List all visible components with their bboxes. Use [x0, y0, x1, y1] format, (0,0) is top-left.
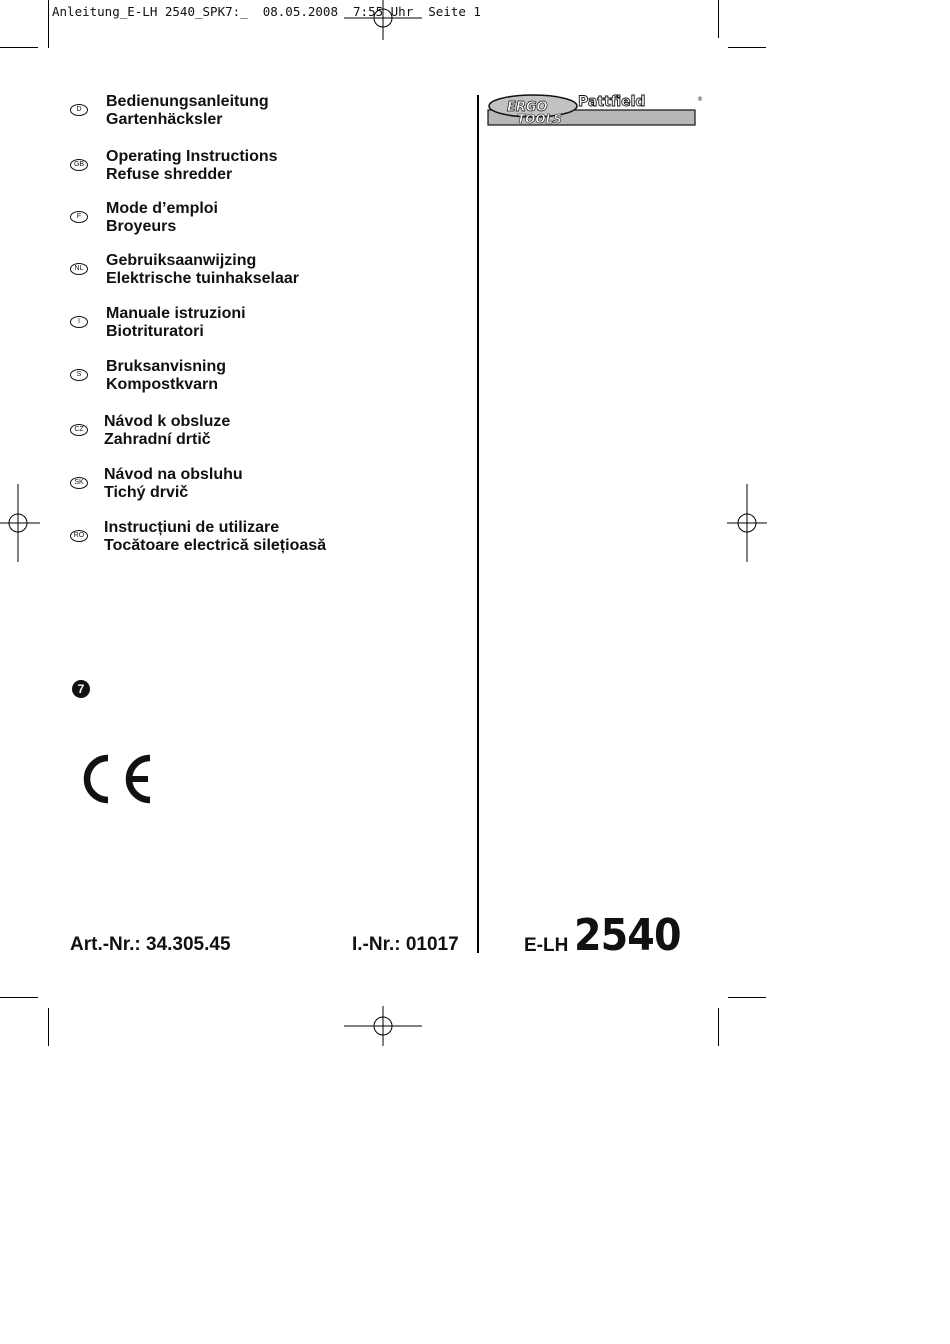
- crop-mark: [0, 997, 38, 998]
- crop-mark: [48, 1008, 49, 1046]
- language-title: Návod k obsluze: [104, 413, 231, 430]
- language-subtitle: Gartenhäcksler: [106, 111, 223, 128]
- language-title: Operating Instructions: [106, 148, 278, 165]
- brand-logo: [487, 93, 703, 127]
- svg-text:Pattfield: Pattfield: [578, 94, 646, 110]
- language-subtitle: Broyeurs: [106, 218, 177, 235]
- language-code-badge: D: [70, 104, 88, 116]
- language-title: Návod na obsluhu: [104, 466, 243, 483]
- language-item-nl: [70, 252, 450, 300]
- language-item-gb: [70, 148, 450, 196]
- language-title: Gebruiksaanwijzing: [106, 252, 257, 269]
- language-item-s: [70, 358, 450, 406]
- language-code-badge: CZ: [70, 424, 88, 436]
- crop-mark: [0, 47, 38, 48]
- ce-mark-icon: [78, 752, 154, 806]
- language-code-badge: F: [70, 211, 88, 223]
- model-number: 2540: [574, 910, 681, 961]
- svg-text:TOOLS: TOOLS: [517, 112, 562, 126]
- language-subtitle: Kompostkvarn: [106, 376, 219, 393]
- language-subtitle: Elektrische tuinhakselaar: [106, 270, 299, 287]
- language-title: Bruksanvisning: [106, 358, 227, 375]
- registration-mark-icon: [727, 484, 767, 562]
- language-item-i: [70, 305, 450, 353]
- crop-mark: [728, 47, 766, 48]
- language-item-cz: [70, 413, 450, 461]
- language-subtitle: Zahradní drtič: [104, 431, 211, 448]
- language-code-badge: S: [70, 369, 88, 381]
- model-prefix: E-LH: [524, 935, 569, 956]
- identification-number: I.-Nr.: 01017: [352, 934, 459, 955]
- language-title: Mode d’emploi: [106, 200, 218, 217]
- crop-mark: [718, 0, 719, 38]
- language-item-d: [70, 93, 450, 141]
- language-item-sk: [70, 466, 450, 514]
- language-title: Bedienungsanleitung: [106, 93, 269, 110]
- language-subtitle: Tichý drvič: [104, 484, 189, 501]
- language-title: Manuale istruzioni: [106, 305, 246, 322]
- svg-text:®: ®: [697, 96, 703, 103]
- language-code-badge: RO: [70, 530, 88, 542]
- language-code-badge: NL: [70, 263, 88, 275]
- language-item-f: [70, 200, 450, 248]
- language-code-badge: SK: [70, 477, 88, 489]
- language-item-ro: [70, 519, 450, 567]
- crop-mark: [728, 997, 766, 998]
- language-code-badge: I: [70, 316, 88, 328]
- svg-text:ERGO: ERGO: [507, 100, 548, 115]
- registration-mark-icon: [344, 0, 422, 40]
- registration-mark-icon: [0, 484, 40, 562]
- column-divider: [477, 95, 479, 953]
- registration-mark-icon: [344, 1006, 422, 1046]
- crop-mark: [48, 0, 49, 48]
- print-header: Anleitung_E-LH 2540_SPK7:_ 08.05.2008 7:55 Uhr Seite 1: [52, 4, 481, 19]
- language-subtitle: Biotrituratori: [106, 323, 204, 340]
- language-code-badge: GB: [70, 159, 88, 171]
- language-subtitle: Refuse shredder: [106, 166, 233, 183]
- language-title: Instrucțiuni de utilizare: [104, 519, 280, 536]
- crop-mark: [718, 1008, 719, 1046]
- article-number: Art.-Nr.: 34.305.45: [70, 934, 231, 955]
- language-subtitle: Tocătoare electrică silețioasă: [104, 537, 327, 554]
- version-badge: 7: [72, 680, 90, 698]
